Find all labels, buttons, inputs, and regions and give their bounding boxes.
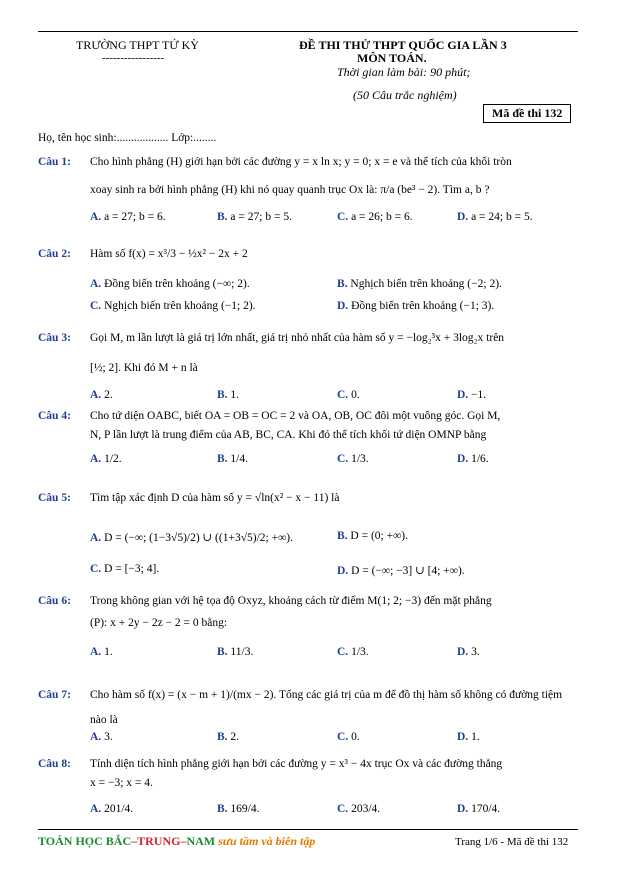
question-8-label: Câu 8: [38, 758, 71, 770]
footer-brand [38, 834, 315, 849]
question-5-line-1: Tìm tập xác định D của hàm số y = √ln(x² − x − 11) là [90, 492, 340, 504]
question-2-line-1: Hàm số f(x) = x³/3 − ½x² − 2x + 2 [90, 248, 248, 260]
option-text: 1/6. [471, 453, 489, 465]
option-letter: C. [90, 300, 105, 312]
option-letter: D. [457, 389, 472, 401]
option-letter: B. [217, 453, 231, 465]
question-3-option-b [217, 389, 239, 401]
question-4-option-c [337, 453, 369, 465]
option-letter: C. [337, 211, 352, 223]
option-text: D = (0; +∞). [350, 530, 409, 542]
option-letter: B. [217, 803, 231, 815]
option-text: 1/3. [351, 453, 369, 465]
question-3-option-c [337, 389, 360, 401]
question-7-option-c [337, 731, 360, 743]
option-letter: C. [337, 731, 352, 743]
footer-brand-part-2: –TRUNG– [131, 834, 187, 848]
option-text: 0. [351, 731, 360, 743]
question-7-option-d [457, 731, 480, 743]
question-6-option-a [90, 646, 113, 658]
school-dashes: ----------------- [102, 52, 165, 64]
option-letter: A. [90, 453, 105, 465]
question-3-label: Câu 3: [38, 332, 71, 344]
question-1-line-1: Cho hình phẳng (H) giới hạn bởi các đường y = x ln x; y = 0; x = e và thể tích của khối tròn [90, 156, 512, 168]
option-text: 3. [471, 646, 480, 658]
option-text: D = (−∞; −3] ∪ [4; +∞). [351, 565, 465, 577]
question-2-option-b [337, 278, 502, 290]
option-letter: D. [337, 565, 352, 577]
question-6-line-2: (P): x + 2y − 2z − 2 = 0 bằng: [90, 617, 228, 629]
question-7-option-b [217, 731, 239, 743]
option-letter: B. [217, 646, 231, 658]
option-letter: B. [337, 530, 351, 542]
question-2-option-a [90, 278, 250, 290]
option-text: 170/4. [471, 803, 501, 815]
option-letter: A. [90, 211, 105, 223]
school-name: TRƯỜNG THPT TỨ KỲ [76, 38, 199, 52]
option-text: 1. [471, 731, 480, 743]
option-text: a = 27; b = 5. [230, 211, 292, 223]
question-count: (50 Câu trắc nghiệm) [353, 88, 457, 102]
question-8-option-c [337, 803, 380, 815]
question-7-label: Câu 7: [38, 689, 71, 701]
option-letter: C. [337, 646, 352, 658]
option-letter: D. [337, 300, 352, 312]
option-letter: D. [457, 453, 472, 465]
question-3-line-1: Gọi M, m lần lượt là giá trị lớn nhất, giá trị nhỏ nhất của hàm số y = −log₂³x + 3log₂x trên [90, 332, 505, 344]
option-letter: D. [457, 803, 472, 815]
question-7-line-2: nào là [90, 714, 118, 726]
top-rule [38, 31, 578, 32]
question-5-option-a [90, 530, 293, 544]
question-4-option-d [457, 453, 489, 465]
question-1-option-b [217, 211, 292, 223]
option-text: 1/2. [104, 453, 122, 465]
option-text: Đồng biến trên khoảng (−∞; 2). [104, 278, 250, 290]
option-letter: A. [90, 731, 105, 743]
option-letter: A. [90, 646, 105, 658]
option-letter: D. [457, 211, 472, 223]
option-letter: D. [457, 646, 472, 658]
question-4-option-b [217, 453, 248, 465]
question-4-label: Câu 4: [38, 410, 71, 422]
question-8-option-a [90, 803, 133, 815]
option-letter: B. [217, 389, 231, 401]
footer-page-number: Trang 1/6 - Mã đề thi 132 [455, 836, 569, 848]
question-1-label: Câu 1: [38, 156, 71, 168]
footer-brand-part-1: TOÁN HỌC BẮC [38, 834, 132, 848]
option-text: a = 27; b = 6. [104, 211, 166, 223]
option-text: 11/3. [230, 646, 254, 658]
option-letter: B. [217, 211, 231, 223]
option-text: a = 26; b = 6. [351, 211, 413, 223]
question-4-line-1: Cho tứ diện OABC, biết OA = OB = OC = 2 và OA, OB, OC đôi một vuông góc. Gọi M, [90, 410, 501, 422]
question-8-line-2: x = −3; x = 4. [90, 777, 153, 789]
question-2-option-d [337, 300, 494, 312]
option-text: 3. [104, 731, 113, 743]
option-text: 2. [104, 389, 113, 401]
question-6-option-b [217, 646, 253, 658]
question-3-option-a [90, 389, 113, 401]
question-1-option-c [337, 211, 413, 223]
option-text: Nghịch biến trên khoảng (−2; 2). [350, 278, 502, 290]
question-5-option-c [90, 563, 159, 575]
question-2-label: Câu 2: [38, 248, 71, 260]
option-letter: C. [337, 453, 352, 465]
option-text: D = [−3; 4]. [104, 563, 160, 575]
question-4-line-2: N, P lần lượt là trung điểm của AB, BC, CA. Khi đó thể tích khối tứ diện OMNP bằng [90, 429, 487, 441]
option-letter: A. [90, 803, 105, 815]
exam-subject: MÔN TOÁN. [357, 51, 427, 65]
option-text: 0. [351, 389, 360, 401]
option-letter: B. [217, 731, 231, 743]
option-text: 2. [230, 731, 240, 743]
option-text: 1. [104, 646, 113, 658]
footer-rule [38, 829, 578, 830]
question-5-label: Câu 5: [38, 492, 71, 504]
option-letter: A. [90, 532, 105, 544]
question-1-option-a [90, 211, 166, 223]
option-text: 169/4. [230, 803, 260, 815]
option-letter: C. [90, 563, 105, 575]
question-8-line-1: Tính diện tích hình phẳng giới hạn bởi các đường y = x³ − 4x trục Ox và các đường thẳng [90, 758, 503, 770]
option-text: a = 24; b = 5. [471, 211, 533, 223]
option-text: 1/4. [230, 453, 248, 465]
option-text: −1. [471, 389, 487, 401]
exam-time: Thời gian làm bài: 90 phút; [337, 65, 471, 79]
question-8-option-b [217, 803, 260, 815]
option-text: 1/3. [351, 646, 369, 658]
option-text: Đồng biến trên khoảng (−1; 3). [351, 300, 495, 312]
question-7-option-a [90, 731, 113, 743]
option-text: 203/4. [351, 803, 381, 815]
option-letter: A. [90, 389, 105, 401]
question-1-option-d [457, 211, 533, 223]
exam-code: Mã đề thi 132 [483, 104, 571, 123]
option-letter: C. [337, 803, 352, 815]
question-6-label: Câu 6: [38, 595, 71, 607]
question-4-option-a [90, 453, 122, 465]
option-letter: D. [457, 731, 472, 743]
student-info-line: Họ, tên học sinh:.................. Lớp:........ [38, 132, 217, 144]
question-7-line-1: Cho hàm số f(x) = (x − m + 1)/(mx − 2). Tổng các giá trị của m để đồ thị hàm số không có đường tiệm [90, 689, 563, 701]
exam-title: ĐỀ THI THỬ THPT QUỐC GIA LẦN 3 [299, 38, 507, 52]
question-3-option-d [457, 389, 486, 401]
option-text: Nghịch biến trên khoảng (−1; 2). [104, 300, 256, 312]
footer-brand-part-3: NAM [186, 834, 216, 848]
question-8-option-d [457, 803, 500, 815]
question-3-line-2: [½; 2]. Khi đó M + n là [90, 362, 198, 374]
question-6-option-d [457, 646, 480, 658]
option-letter: A. [90, 278, 105, 290]
option-text: 201/4. [104, 803, 134, 815]
question-5-option-b [337, 530, 408, 542]
option-text: 1. [230, 389, 240, 401]
question-5-option-d [337, 563, 465, 577]
question-1-line-2: xoay sinh ra bởi hình phẳng (H) khi nó quay quanh trục Ox là: π/a (be³ − 2). Tìm a, b ? [90, 184, 490, 196]
option-text: D = (−∞; (1−3√5)/2) ∪ ((1+3√5)/2; +∞). [104, 532, 293, 544]
question-2-option-c [90, 300, 256, 312]
option-letter: B. [337, 278, 351, 290]
footer-brand-part-4: sưu tầm và biên tập [215, 834, 316, 848]
option-letter: C. [337, 389, 352, 401]
question-6-line-1: Trong không gian với hệ tọa độ Oxyz, khoảng cách từ điểm M(1; 2; −3) đến mặt phẳng [90, 595, 492, 607]
question-6-option-c [337, 646, 369, 658]
